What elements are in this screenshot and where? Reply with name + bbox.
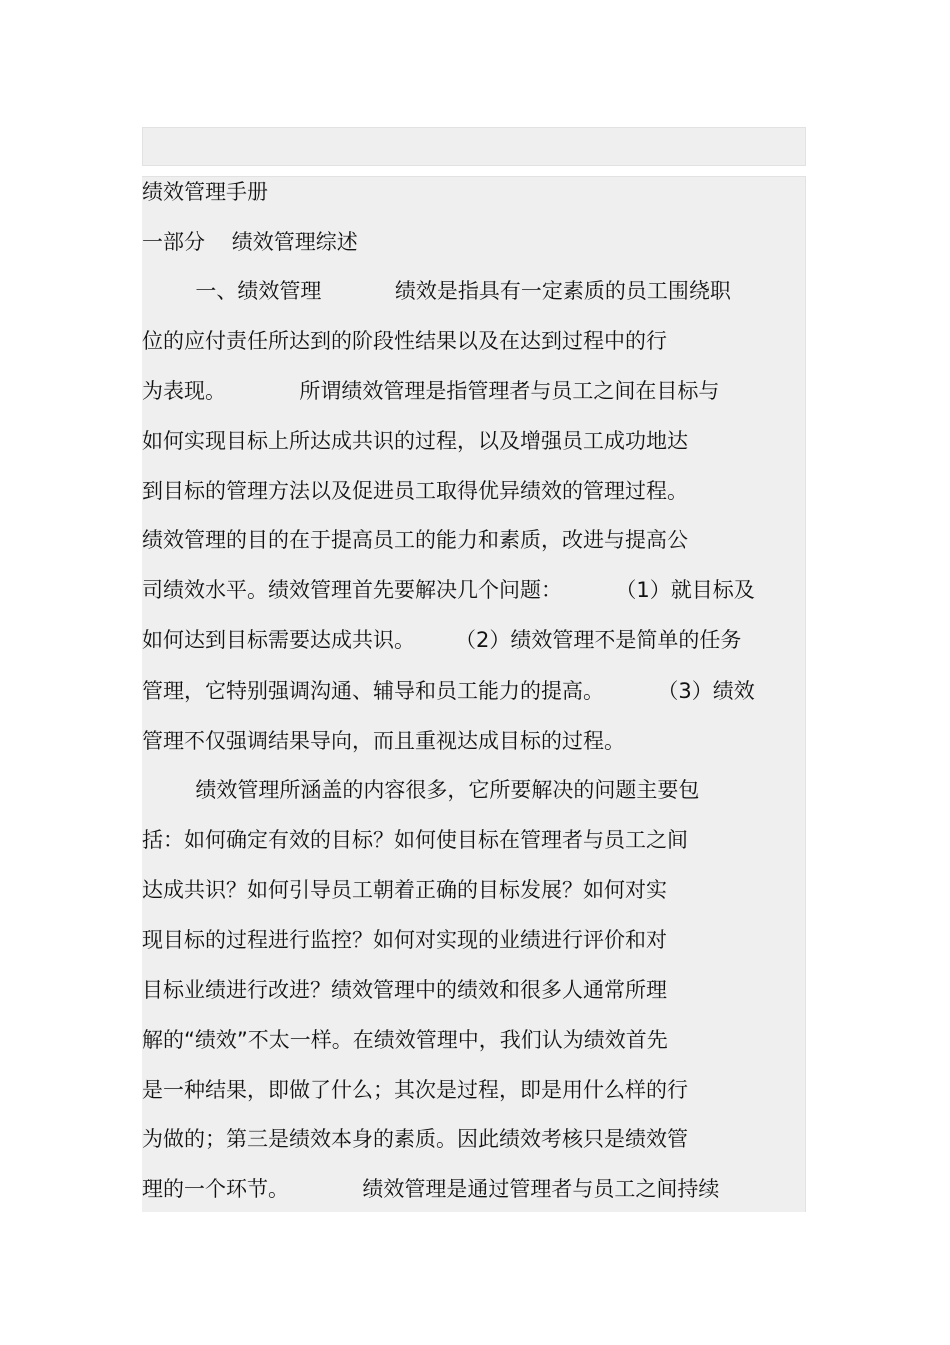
text-line: 达成共识？如何引导员工朝着正确的目标发展？如何对实	[142, 878, 667, 902]
text-line: 现目标的过程进行监控？如何对实现的业绩进行评价和对	[142, 928, 667, 952]
text-line: 绩效管理所涵盖的内容很多，它所要解决的问题主要包	[142, 778, 700, 802]
text-line: 司绩效水平。绩效管理首先要解决几个问题： （1）就目标及	[142, 578, 755, 602]
text-line: 解的“绩效”不太一样。在绩效管理中，我们认为绩效首先	[142, 1028, 668, 1052]
text-line: 管理不仅强调结果导向，而且重视达成目标的过程。	[142, 729, 625, 753]
section-heading: 一部分 绩效管理综述	[142, 230, 358, 254]
text-line: 括：如何确定有效的目标？如何使目标在管理者与员工之间	[142, 828, 688, 852]
text-line: 绩效管理的目的在于提高员工的能力和素质，改进与提高公	[142, 528, 688, 552]
top-header-band	[142, 127, 806, 166]
text-line: 目标业绩进行改进？绩效管理中的绩效和很多人通常所理	[142, 978, 667, 1002]
text-line: 是一种结果，即做了什么；其次是过程，即是用什么样的行	[142, 1078, 688, 1102]
text-line: 理的一个环节。 绩效管理是通过管理者与员工之间持续	[142, 1177, 720, 1201]
text-line: 位的应付责任所达到的阶段性结果以及在达到过程中的行	[142, 329, 667, 353]
text-line: 到目标的管理方法以及促进员工取得优异绩效的管理过程。	[142, 479, 688, 503]
text-line: 为做的；第三是绩效本身的素质。因此绩效考核只是绩效管	[142, 1127, 688, 1151]
text-line: 一、绩效管理 绩效是指具有一定素质的员工围绕职	[142, 279, 731, 303]
text-line: 为表现。 所谓绩效管理是指管理者与员工之间在目标与	[142, 379, 720, 403]
text-line: 如何实现目标上所达成共识的过程，以及增强员工成功地达	[142, 429, 688, 453]
text-line: 如何达到目标需要达成共识。 （2）绩效管理不是简单的任务	[142, 628, 742, 652]
text-line: 管理，它特别强调沟通、辅导和员工能力的提高。 （3）绩效	[142, 679, 755, 703]
document-title: 绩效管理手册	[142, 180, 268, 204]
